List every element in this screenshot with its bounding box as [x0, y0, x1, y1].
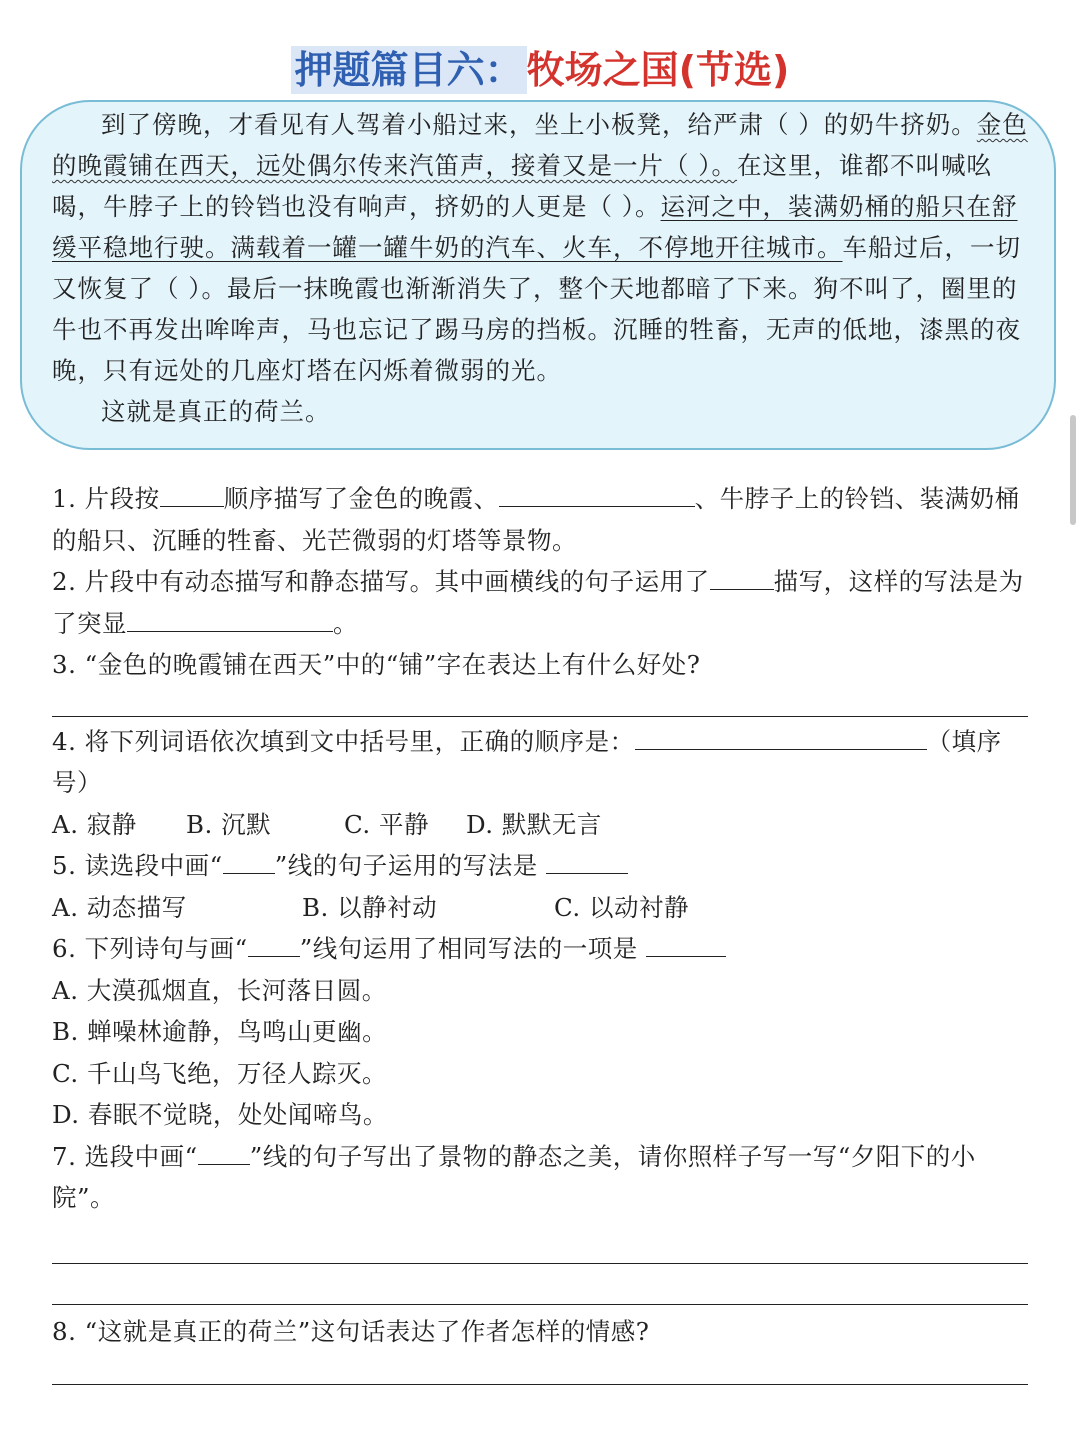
question-7-text-b: ”线的句子写出了景物的静态之美，请你照样子写一写“夕阳下的小院”。	[52, 1141, 976, 1212]
option-a[interactable]: A. 寂静	[52, 809, 137, 839]
option-c[interactable]: C. 平静	[344, 809, 429, 839]
question-4-text-b: （填序号）	[52, 726, 1002, 797]
question-2-text-b: 描写，这样的写法是为了突显	[52, 567, 1024, 638]
answer-blank[interactable]	[127, 630, 333, 632]
question-4	[52, 721, 1032, 804]
question-4-text-a: 4. 将下列词语依次填到文中括号里，正确的顺序是：	[52, 726, 635, 756]
questions-section	[52, 478, 1032, 1385]
title-prefix: 押题篇目六：	[291, 46, 527, 94]
question-5-text-a: 5. 读选段中画“	[52, 851, 223, 880]
answer-line[interactable]	[52, 1263, 1028, 1264]
question-7-text-a: 7. 选段中画“	[52, 1141, 198, 1171]
underline-mark	[248, 955, 300, 957]
option-d[interactable]: D. 默默无言	[466, 809, 602, 839]
wavy-underlined-sentence: 金色的晚霞铺在西天，远处偶尔传来汽笛声，接着又是一片（ ）。	[52, 110, 1028, 180]
answer-line[interactable]	[52, 1304, 1028, 1305]
question-1-text-c: 、牛脖子上的铃铛、装满奶桶的船只、沉睡的牲畜、光芒微弱的灯塔等景物。	[52, 484, 1020, 555]
question-5	[52, 845, 1032, 887]
question-1	[52, 478, 1032, 561]
underline-mark	[198, 1163, 250, 1165]
question-5-text-b: ”线的句子运用的写法是	[274, 851, 538, 880]
question-3: 3. “金色的晚霞铺在西天”中的“铺”字在表达上有什么好处?	[52, 650, 701, 679]
question-6	[52, 928, 1032, 970]
option-b[interactable]: B. 以静衬动	[302, 892, 438, 922]
title-text: 牧场之国(节选)	[526, 48, 790, 92]
question-2	[52, 561, 1032, 644]
question-6-text-b: ”线句运用了相同写法的一项是	[299, 934, 638, 963]
question-5-options	[52, 887, 1032, 929]
question-6-text-a: 6. 下列诗句与画“	[52, 934, 248, 963]
option-b[interactable]: B. 沉默	[186, 809, 272, 839]
answer-blank[interactable]	[499, 505, 695, 507]
option-a[interactable]: A. 大漠孤烟直，长河落日圆。	[52, 975, 387, 1005]
answer-blank[interactable]	[160, 505, 224, 507]
answer-blank[interactable]	[635, 748, 927, 750]
underlined-sentence: 运河之中，装满奶桶的船只在舒缓平稳地行驶。满载着一罐一罐牛奶的汽车、火车，不停地开往城市。	[52, 192, 1018, 262]
answer-line[interactable]	[52, 1384, 1028, 1385]
question-7	[52, 1136, 1032, 1219]
answer-line[interactable]	[52, 716, 1028, 717]
option-c[interactable]: C. 以动衬静	[554, 892, 689, 922]
passage-paragraph-2: 这就是真正的荷兰。	[101, 397, 331, 426]
option-a[interactable]: A. 动态描写	[52, 892, 187, 922]
option-c[interactable]: C. 千山鸟飞绝，万径人踪灭。	[52, 1058, 387, 1088]
underline-mark	[223, 872, 275, 874]
question-2-text-c: 。	[333, 608, 358, 638]
option-b[interactable]: B. 蝉噪林逾静，鸟鸣山更幽。	[52, 1017, 388, 1046]
passage-sentence-1: 到了傍晚，才看见有人驾着小船过来，坐上小板凳，给严肃（ ）的奶牛挤奶。	[101, 110, 977, 139]
passage-paragraph-1	[52, 104, 1032, 391]
passage-sentence-5: 车船过后，一切又恢复了（ ）。最后一抹晚霞也渐渐消失了，整个天地都暗了下来。狗不叫了，圈里的牛也不再发出哞哞声，马也忘记了踢马房的挡板。沉睡的牲畜，无声的低地，漆黑的夜晚，只有远处的几座灯塔在闪烁着微弱的光。	[52, 233, 1021, 385]
question-8: 8. “这就是真正的荷兰”这句话表达了作者怎样的情感?	[52, 1316, 650, 1346]
question-4-options	[52, 804, 1032, 846]
scrollbar[interactable]	[1070, 415, 1076, 525]
question-2-text-a: 2. 片段中有动态描写和静态描写。其中画横线的句子运用了	[52, 567, 710, 596]
passage-text	[52, 104, 1032, 432]
answer-blank[interactable]	[710, 588, 774, 590]
question-1-text-a: 1. 片段按	[52, 484, 160, 513]
option-d[interactable]: D. 春眠不觉晓，处处闻啼鸟。	[52, 1100, 388, 1129]
answer-blank[interactable]	[546, 872, 628, 874]
question-1-text-b: 顺序描写了金色的晚霞、	[223, 484, 499, 513]
page-title	[0, 40, 1080, 100]
answer-blank[interactable]	[646, 955, 726, 957]
passage-sentence-3: 在这里，谁都不叫喊吆喝，牛脖子上的铃铛也没有响声，挤奶的人更是（ ）。	[52, 151, 993, 221]
